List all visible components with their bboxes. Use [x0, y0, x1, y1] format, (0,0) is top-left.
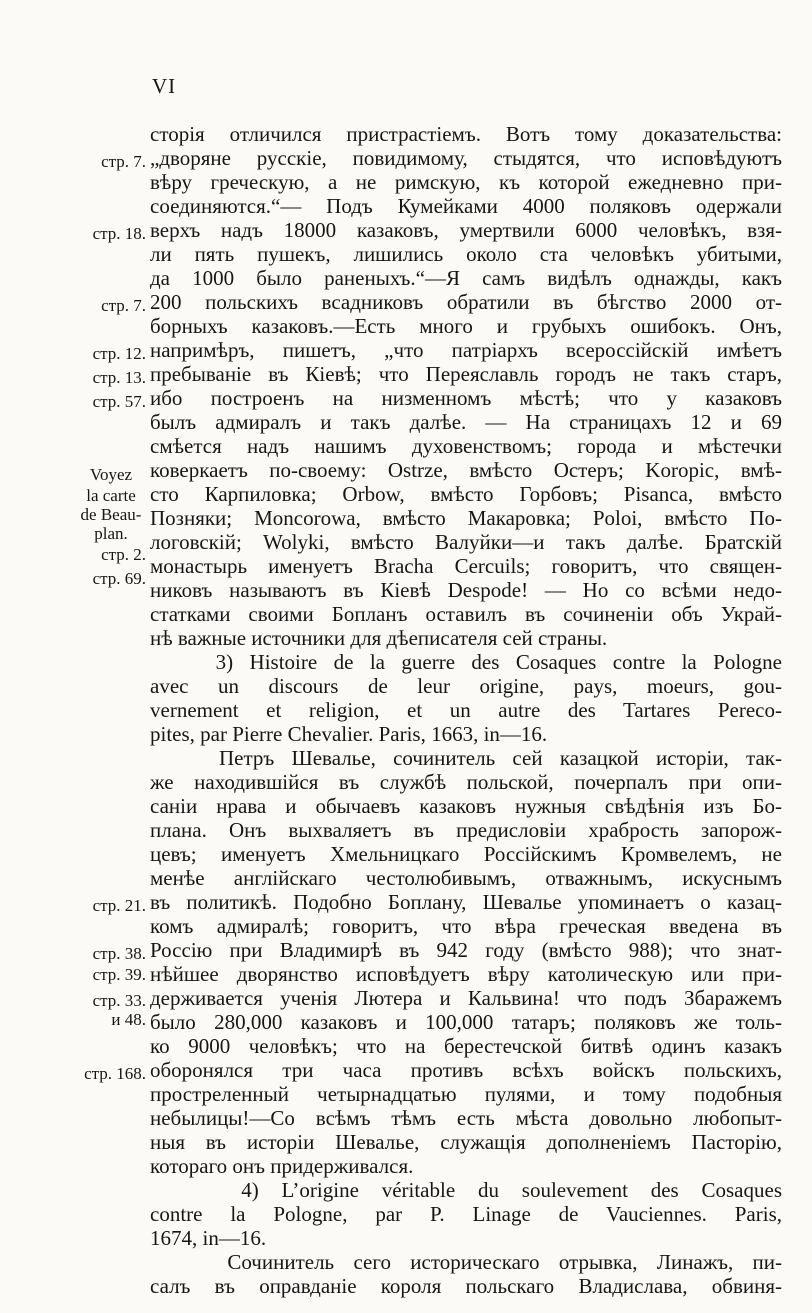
margin-note: стр. 69.: [92, 569, 146, 588]
text-line: котораго онъ придерживался.: [150, 1154, 414, 1178]
text-line: Россію при Владимирѣ въ 942 году (вмѣсто 988); что знат-: [150, 938, 782, 962]
margin-note: стр. 39.: [92, 965, 146, 984]
text-line: сто Карпиловка; Orbow, вмѣсто Горбовъ; Pisanca, вмѣсто: [150, 482, 782, 506]
margin-note: стр. 12.: [92, 344, 146, 363]
text-line: комъ адмиралѣ; говоритъ, что вѣра греческая введена въ: [150, 914, 782, 938]
text-line: салъ въ оправданіе короля польскаго Владислава, обвиня-: [150, 1274, 782, 1298]
text-line: 1674, in—16.: [150, 1226, 267, 1250]
text-line: „дворяне русскіе, повидимому, стыдятся, что исповѣдуютъ: [150, 146, 782, 170]
text-line: никовъ называютъ въ Кіевѣ Despode! — Но со всѣми недо-: [150, 578, 782, 602]
text-line: contre la Pologne, par P. Linage de Vauciennes. Paris,: [150, 1202, 782, 1226]
text-line: ко 9000 человѣкъ; что на берестечской битвѣ одинъ казакъ: [150, 1034, 782, 1058]
text-line: въ политикѣ. Подобно Боплану, Шевалье упоминаетъ о казац-: [150, 890, 782, 914]
text-line: Позняки; Moncorowa, вмѣсто Макаровка; Poloi, вмѣсто По-: [150, 506, 782, 530]
margin-note: стр. 168.: [84, 1064, 146, 1083]
margin-note: стр. 38.: [92, 944, 146, 963]
text-line: держивается ученія Лютера и Кальвина! что подъ Збаражемъ: [150, 986, 782, 1010]
text-line: 4) L’origine véritable du soulevement des Cosaques: [150, 1178, 782, 1202]
margin-note: стр. 57.: [92, 392, 146, 411]
text-line: pites, par Pierre Chevalier. Paris, 1663, in—16.: [150, 722, 548, 746]
margin-note: la carte: [86, 486, 136, 505]
text-line: ли пять пушекъ, лишились около ста человѣкъ убитыми,: [150, 242, 782, 266]
text-line: Петръ Шевалье, сочинитель сей казацкой исторіи, так-: [150, 746, 782, 770]
text-line: плана. Онъ выхваляетъ въ предисловіи храбрость запорож-: [150, 818, 782, 842]
text-line: оборонялся три часа противъ всѣхъ войскъ польскихъ,: [150, 1058, 782, 1082]
text-line: саніи нрава и обычаевъ казаковъ нужныя свѣдѣнія изъ Бо-: [150, 794, 782, 818]
text-line: напримѣръ, пишетъ, „что патріархъ всероссійскій имѣетъ: [150, 338, 782, 362]
text-line: статками своими Бопланъ оставилъ въ сочиненіи объ Украй-: [150, 602, 782, 626]
margin-note: стр. 7.: [101, 296, 146, 315]
text-line: 200 польскихъ всадниковъ обратили въ бѣгство 2000 от-: [150, 290, 782, 314]
text-line: да 1000 было раненыхъ.“—Я самъ видѣлъ однажды, какъ: [150, 266, 782, 290]
text-line: сторія отличился пристрастіемъ. Вотъ тому доказательства:: [150, 122, 782, 146]
margin-note: стр. 33.: [92, 991, 146, 1010]
margin-note: и 48.: [111, 1010, 146, 1029]
text-line: монастырь именуетъ Bracha Cercuils; говоритъ, что священ-: [150, 554, 782, 578]
margin-note: de Beau-: [80, 505, 142, 524]
text-line: avec un discours de leur origine, pays, moeurs, gou-: [150, 674, 782, 698]
text-line: соединяются.“— Подъ Кумейками 4000 поляковъ одержали: [150, 194, 782, 218]
text-line: небылицы!—Со всѣмъ тѣмъ есть мѣста довольно любопыт-: [150, 1106, 782, 1130]
text-line: борныхъ казаковъ.—Есть много и грубыхъ ошибокъ. Онъ,: [150, 314, 782, 338]
text-line: ибо построенъ на низменномъ мѣстѣ; что у казаковъ: [150, 386, 782, 410]
text-line: вѣру греческую, а не римскую, къ которой ежедневно при-: [150, 170, 782, 194]
text-line: простреленный четырнадцатью пулями, и тому подобныя: [150, 1082, 782, 1106]
text-line: цевъ; именуетъ Хмельницкаго Россійскимъ Кромвелемъ, не: [150, 842, 782, 866]
margin-note: стр. 18.: [92, 224, 146, 243]
margin-note: plan.: [94, 524, 128, 543]
text-line: былъ адмиралъ и такъ далѣе. — На страницахъ 12 и 69: [150, 410, 782, 434]
text-line: верхъ надъ 18000 казаковъ, умертвили 6000 человѣкъ, взя-: [150, 218, 782, 242]
text-line: же находившійся въ службѣ польской, почерпалъ при опи-: [150, 770, 782, 794]
text-line: менѣе англійскаго честолюбивымъ, отважнымъ, искуснымъ: [150, 866, 782, 890]
margin-note: стр. 21.: [92, 896, 146, 915]
text-line: нѣйшее дворянство исповѣдуетъ вѣру католическую или при-: [150, 962, 782, 986]
text-line: коверкаетъ по-своему: Ostrze, вмѣсто Остеръ; Koropic, вмѣ-: [150, 458, 782, 482]
text-line: логовскій; Wolyki, вмѣсто Валуйки—и такъ далѣе. Братскій: [150, 530, 782, 554]
text-line: смѣется надъ нашимъ духовенствомъ; города и мѣстечки: [150, 434, 782, 458]
text-line: пребываніе въ Кіевѣ; что Переяславль городъ не такъ старъ,: [150, 362, 782, 386]
text-line: нѣ важные источники для дѣеписателя сей страны.: [150, 626, 608, 650]
margin-note: стр. 13.: [92, 368, 146, 387]
page-number: VI: [152, 74, 177, 98]
margin-note: стр. 7.: [101, 152, 146, 171]
text-line: было 280,000 казаковъ и 100,000 татаръ; поляковъ же толь-: [150, 1010, 782, 1034]
margin-note: стр. 2.: [101, 545, 146, 564]
text-line: 3) Histoire de la guerre des Cosaques contre la Pologne: [150, 650, 782, 674]
text-line: ныя въ исторіи Шевалье, служащія дополненіемъ Пасторію,: [150, 1130, 782, 1154]
text-line: vernement et religion, et un autre des Tartares Pereco-: [150, 698, 782, 722]
text-line: Сочинитель сего историческаго отрывка, Линажъ, пи-: [150, 1250, 782, 1274]
margin-note: Voyez: [89, 465, 133, 484]
